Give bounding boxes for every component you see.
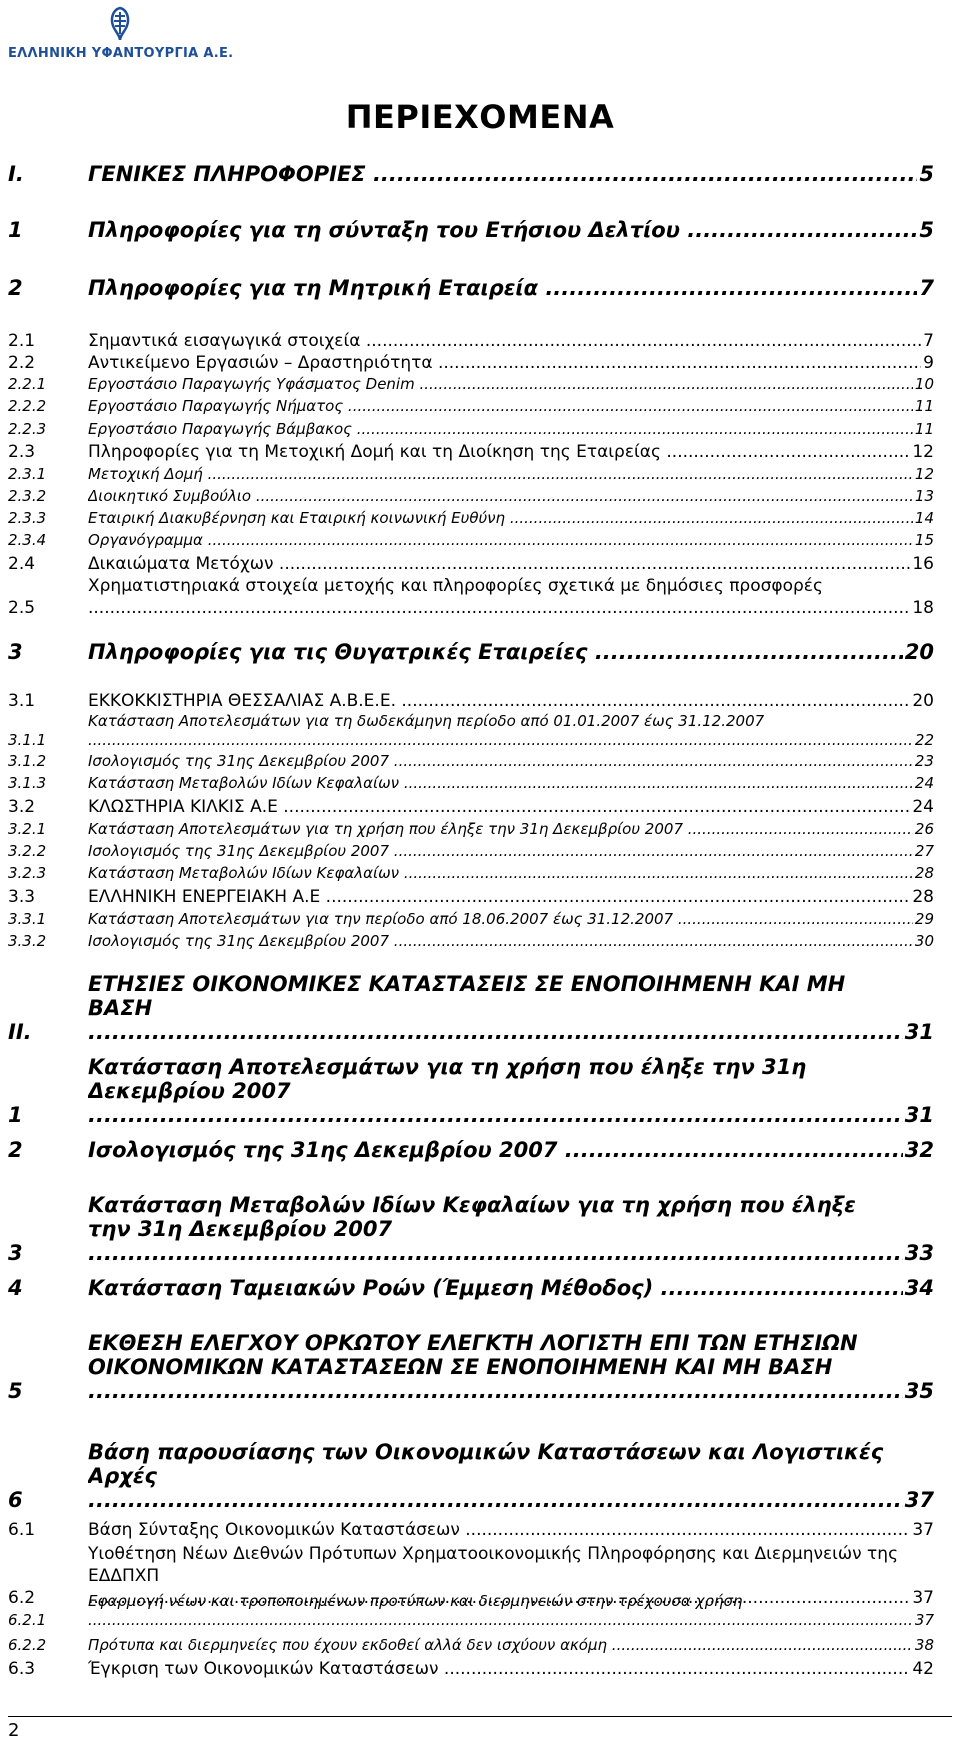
toc-entry-number: 2.5 (8, 598, 36, 618)
toc-entry-page: 15 (914, 531, 934, 549)
toc-entry[interactable] (8, 441, 934, 463)
toc-entry-number: 2.2 (8, 353, 36, 373)
footer-divider (8, 1716, 952, 1717)
toc-entry-number: 2.3.3 (8, 509, 47, 527)
toc-entry-number: 3 (8, 1241, 23, 1265)
toc-entry-number: 2.3.2 (8, 487, 47, 505)
toc-entry-number: 2.1 (8, 331, 36, 351)
toc-entry[interactable] (8, 1519, 934, 1541)
toc-entry-number: 3.2.3 (8, 864, 47, 882)
toc-entry-title: Εταιρική Διακυβέρνηση και Εταιρική κοινωνική Ευθύνη ..... (88, 509, 913, 528)
toc-entry-title: Ισολογισμός της 31ης Δεκεμβρίου 2007 ..... (88, 752, 913, 771)
toc-entry-page: 26 (914, 820, 934, 838)
toc-entry-page: 24 (912, 797, 934, 817)
toc-entry-title: Εφαρμογή νέων και τροποποιημένων προτύπων και διερμηνειών στην τρέχουσα χρήση ..... (88, 1592, 913, 1630)
toc-entry[interactable] (8, 820, 934, 839)
toc-entry-title: Διοικητικό Συμβούλιο ..... (88, 487, 913, 506)
toc-entry-title: Κατάσταση Μεταβολών Ιδίων Κεφαλαίων ..... (88, 774, 913, 793)
toc-entry-page: 18 (912, 598, 934, 618)
toc-entry-title: Ισολογισμός της 31ης Δεκεμβρίου 2007 ..... (88, 1138, 903, 1162)
toc-entry[interactable] (8, 932, 934, 951)
page-title: ΠΕΡΙΕΧΟΜΕΝΑ (345, 98, 615, 136)
toc-entry[interactable] (8, 1658, 934, 1680)
toc-entry-number: 2.4 (8, 554, 36, 574)
toc-entry-page: 42 (912, 1659, 934, 1679)
toc-entry-page: 14 (914, 509, 934, 527)
toc-entry-number: 3.3.2 (8, 932, 47, 950)
toc-entry[interactable] (8, 1440, 934, 1512)
toc-entry-number: 2 (8, 1138, 23, 1162)
toc-entry-title: Ισολογισμός της 31ης Δεκεμβρίου 2007 ..... (88, 842, 913, 861)
toc-entry-title: Εργοστάσιο Παραγωγής Νήματος ..... (88, 397, 913, 416)
toc-entry[interactable] (8, 1636, 934, 1655)
toc-entry[interactable] (8, 487, 934, 506)
toc-entry-title: ΕΛΛΗΝΙΚΗ ΕΝΕΡΓΕΙΑΚΗ Α.Ε ..... (88, 886, 910, 908)
toc-entry-page: 27 (914, 842, 934, 860)
toc-entry-title: Ισολογισμός της 31ης Δεκεμβρίου 2007 ..... (88, 932, 913, 951)
toc-entry-title: Πληροφορίες για τη Μετοχική Δομή και τη Διοίκηση της Εταιρείας ..... (88, 441, 910, 463)
toc-entry[interactable] (8, 1276, 934, 1300)
toc-entry-title: ΕΤΗΣΙΕΣ ΟΙΚΟΝΟΜΙΚΕΣ ΚΑΤΑΣΤΑΣΕΙΣ ΣΕ ΕΝΟΠΟΙΗΜΕΝΗ ΚΑΙ ΜΗ ΒΑΣΗ ..... (88, 972, 903, 1044)
toc-entry-number: 1 (8, 218, 23, 242)
toc-entry-number: 3 (8, 640, 23, 664)
toc-entry-number: 3.2 (8, 797, 36, 817)
toc-entry[interactable] (8, 774, 934, 793)
toc-entry-number: 4 (8, 1276, 23, 1300)
toc-entry-page: 5 (919, 162, 934, 186)
toc-entry-page: 37 (914, 1611, 934, 1629)
toc-entry-title: ΕΚΚΟΚΚΙΣΤΗΡΙΑ ΘΕΣΣΑΛΙΑΣ Α.Β.Ε.Ε. ..... (88, 690, 910, 712)
toc-entry-number: 6 (8, 1488, 23, 1512)
toc-entry[interactable] (8, 842, 934, 861)
toc-entry[interactable] (8, 509, 934, 528)
toc-entry[interactable] (8, 796, 934, 818)
toc-entry-number: 2.3.4 (8, 531, 47, 549)
toc-entry-number: I. (8, 162, 24, 186)
toc-entry[interactable] (8, 330, 934, 352)
toc-entry-page: 9 (923, 353, 934, 373)
toc-entry-number: 2.2.2 (8, 397, 47, 415)
toc-entry-number: 2.2.3 (8, 420, 47, 438)
toc-entry-page: 11 (914, 397, 934, 415)
toc-entry-page: 11 (914, 420, 934, 438)
toc-entry-number: 2.3 (8, 442, 36, 462)
toc-entry[interactable] (8, 972, 934, 1044)
toc-entry-page: 30 (914, 932, 934, 950)
toc-entry-title: Κατάσταση Αποτελεσμάτων για τη χρήση που έληξε την 31η Δεκεμβρίου 2007 ..... (88, 820, 913, 839)
toc-entry-number: 3.2.2 (8, 842, 47, 860)
toc-entry-title: Κατάσταση Αποτελεσμάτων για την περίοδο από 18.06.2007 έως 31.12.2007 ..... (88, 910, 913, 929)
toc-entry-title: Μετοχική Δομή ..... (88, 465, 913, 484)
toc-entry[interactable] (8, 575, 934, 619)
toc-entry-title: Πληροφορίες για τη σύνταξη του Ετήσιου Δελτίου ..... (88, 218, 917, 242)
toc-entry[interactable] (8, 690, 934, 712)
toc-entry[interactable] (8, 752, 934, 771)
footer-page-number: 2 (8, 1720, 20, 1741)
toc-entry-page: 37 (912, 1520, 934, 1540)
toc-entry-title: Σημαντικά εισαγωγικά στοιχεία ..... (88, 330, 921, 352)
toc-entry-page: 20 (904, 640, 934, 664)
toc-entry-page: 31 (904, 1020, 934, 1044)
toc-entry-title: Κατάσταση Αποτελεσμάτων για τη χρήση που έληξε την 31η Δεκεμβρίου 2007 ..... (88, 1055, 903, 1127)
toc-entry-number: 5 (8, 1379, 23, 1403)
toc-entry[interactable] (8, 218, 934, 242)
toc-entry-title: Χρηματιστηριακά στοιχεία μετοχής και πληροφορίες σχετικά με δημόσιες προσφορές ..... (88, 575, 910, 619)
toc-entry-page: 29 (914, 910, 934, 928)
toc-entry-page: 22 (914, 731, 934, 749)
toc-entry-page: 24 (914, 774, 934, 792)
toc-entry-title: Βάση παρουσίασης των Οικονομικών Καταστάσεων και Λογιστικές Αρχές ..... (88, 1440, 903, 1512)
toc-entry-title: Κατάσταση Μεταβολών Ιδίων Κεφαλαίων για τη χρήση που έληξε την 31η Δεκεμβρίου 2007 ..... (88, 1193, 903, 1265)
toc-entry-number: 3.1.1 (8, 731, 47, 749)
toc-entry[interactable] (8, 1055, 934, 1127)
toc-entry-title: Κατάσταση Μεταβολών Ιδίων Κεφαλαίων ..... (88, 864, 913, 883)
toc-entry[interactable] (8, 712, 934, 750)
toc-entry[interactable] (8, 553, 934, 575)
toc-entry-title: Έγκριση των Οικονομικών Καταστάσεων ..... (88, 1658, 910, 1680)
toc-entry[interactable] (8, 886, 934, 908)
toc-entry-number: 6.2.1 (8, 1611, 47, 1629)
toc-entry[interactable] (8, 1193, 934, 1265)
toc-entry[interactable] (8, 352, 934, 374)
toc-entry-title: Βάση Σύνταξης Οικονομικών Καταστάσεων ..... (88, 1519, 910, 1541)
toc-entry-number: II. (8, 1020, 32, 1044)
toc-entry-page: 7 (919, 276, 934, 300)
toc-entry[interactable] (8, 375, 934, 394)
toc-entry-title: ΕΚΘΕΣΗ ΕΛΕΓΧΟΥ ΟΡΚΩΤΟΥ ΕΛΕΓΚΤΗ ΛΟΓΙΣΤΗ ΕΠΙ ΤΩΝ ΕΤΗΣΙΩΝ ΟΙΚΟΝΟΜΙΚΩΝ ΚΑΤΑΣΤΑΣΕΩΝ ΣΕ ΕΝΟΠΟΙΗΜΕΝΗ ΚΑΙ ΜΗ ΒΑΣΗ ..... (88, 1331, 903, 1403)
toc-entry-number: 6.2.2 (8, 1636, 47, 1654)
toc-entry-title: Πρότυπα και διερμηνείες που έχουν εκδοθεί αλλά δεν ισχύουν ακόμη ..... (88, 1636, 913, 1655)
toc-entry-number: 3.1.2 (8, 752, 47, 770)
toc-entry[interactable] (8, 640, 934, 664)
toc-entry-title: Αντικείμενο Εργασιών – Δραστηριότητα ..... (88, 352, 921, 374)
toc-entry-page: 32 (904, 1138, 934, 1162)
toc-entry-number: 6.2 (8, 1588, 36, 1608)
toc-entry-page: 10 (914, 375, 934, 393)
toc-entry-title: Υιοθέτηση Νέων Διεθνών Πρότυπων Χρηματοοικονομικής Πληροφόρησης και Διερμηνειών της ΕΔΔΠΧΠ ..... (88, 1543, 910, 1609)
toc-entry-title: Πληροφορίες για τις Θυγατρικές Εταιρείες ..... (88, 640, 903, 664)
toc-entry-number: 2.3.1 (8, 465, 47, 483)
toc-entry-title: Εργοστάσιο Παραγωγής Υφάσματος Denim ..... (88, 375, 913, 394)
toc-entry-page: 12 (914, 465, 934, 483)
toc-entry-page: 35 (904, 1379, 934, 1403)
toc-entry-page: 28 (914, 864, 934, 882)
toc-entry-page: 5 (919, 218, 934, 242)
toc-entry-page: 37 (904, 1488, 934, 1512)
toc-entry-page: 7 (923, 331, 934, 351)
toc-entry-title: Δικαιώματα Μετόχων ..... (88, 553, 910, 575)
toc-entry-page: 38 (914, 1636, 934, 1654)
toc-entry-page: 31 (904, 1103, 934, 1127)
toc-entry-page: 12 (912, 442, 934, 462)
toc-entry[interactable] (8, 1331, 934, 1403)
toc-entry[interactable] (8, 162, 934, 186)
toc-entry-page: 34 (904, 1276, 934, 1300)
toc-entry-title: ΓΕΝΙΚΕΣ ΠΛΗΡΟΦΟΡΙΕΣ ..... (88, 162, 917, 186)
toc-entry[interactable] (8, 276, 934, 300)
toc-entry-number: 2 (8, 276, 23, 300)
toc-entry-title: Οργανόγραμμα ..... (88, 531, 913, 550)
toc-entry-number: 2.2.1 (8, 375, 47, 393)
toc-entry-title: Πληροφορίες για τη Μητρική Εταιρεία ..... (88, 276, 917, 300)
toc-entry-title: Κατάσταση Ταμειακών Ροών (Έμμεση Μέθοδος) ..... (88, 1276, 903, 1300)
toc-entry-page: 20 (912, 691, 934, 711)
toc-entry-number: 3.3.1 (8, 910, 47, 928)
toc-entry-number: 6.3 (8, 1659, 36, 1679)
toc-entry[interactable] (8, 420, 934, 439)
toc-entry-page: 13 (914, 487, 934, 505)
toc-entry[interactable] (8, 465, 934, 484)
toc-entry-title: Κατάσταση Αποτελεσμάτων για τη δωδεκάμηνη περίοδο από 01.01.2007 έως 31.12.2007 ..... (88, 712, 913, 750)
toc-entry-page: 37 (912, 1588, 934, 1608)
company-name: ΕΛΛΗΝΙΚΗ ΥΦΑΝΤΟΥΡΓΙΑ Α.Ε. (8, 46, 234, 61)
toc-entry-number: 3.1.3 (8, 774, 47, 792)
toc-entry-number: 3.1 (8, 691, 36, 711)
toc-entry-title: ΚΛΩΣΤΗΡΙΑ ΚΙΛΚΙΣ Α.Ε ..... (88, 796, 910, 818)
toc-entry-page: 33 (904, 1241, 934, 1265)
toc-entry[interactable] (8, 1138, 934, 1162)
toc-entry[interactable] (8, 397, 934, 416)
toc-entry-number: 3.2.1 (8, 820, 47, 838)
toc-entry[interactable] (8, 864, 934, 883)
toc-entry-page: 23 (914, 752, 934, 770)
toc-entry-page: 16 (912, 554, 934, 574)
toc-entry[interactable] (8, 531, 934, 550)
toc-entry-page: 28 (912, 887, 934, 907)
toc-entry-title: Εργοστάσιο Παραγωγής Βάμβακος ..... (88, 420, 913, 439)
toc-entry[interactable] (8, 910, 934, 929)
toc-entry-number: 1 (8, 1103, 23, 1127)
toc-entry-number: 6.1 (8, 1520, 36, 1540)
toc-entry-number: 3.3 (8, 887, 36, 907)
toc-entry[interactable] (8, 1592, 934, 1630)
